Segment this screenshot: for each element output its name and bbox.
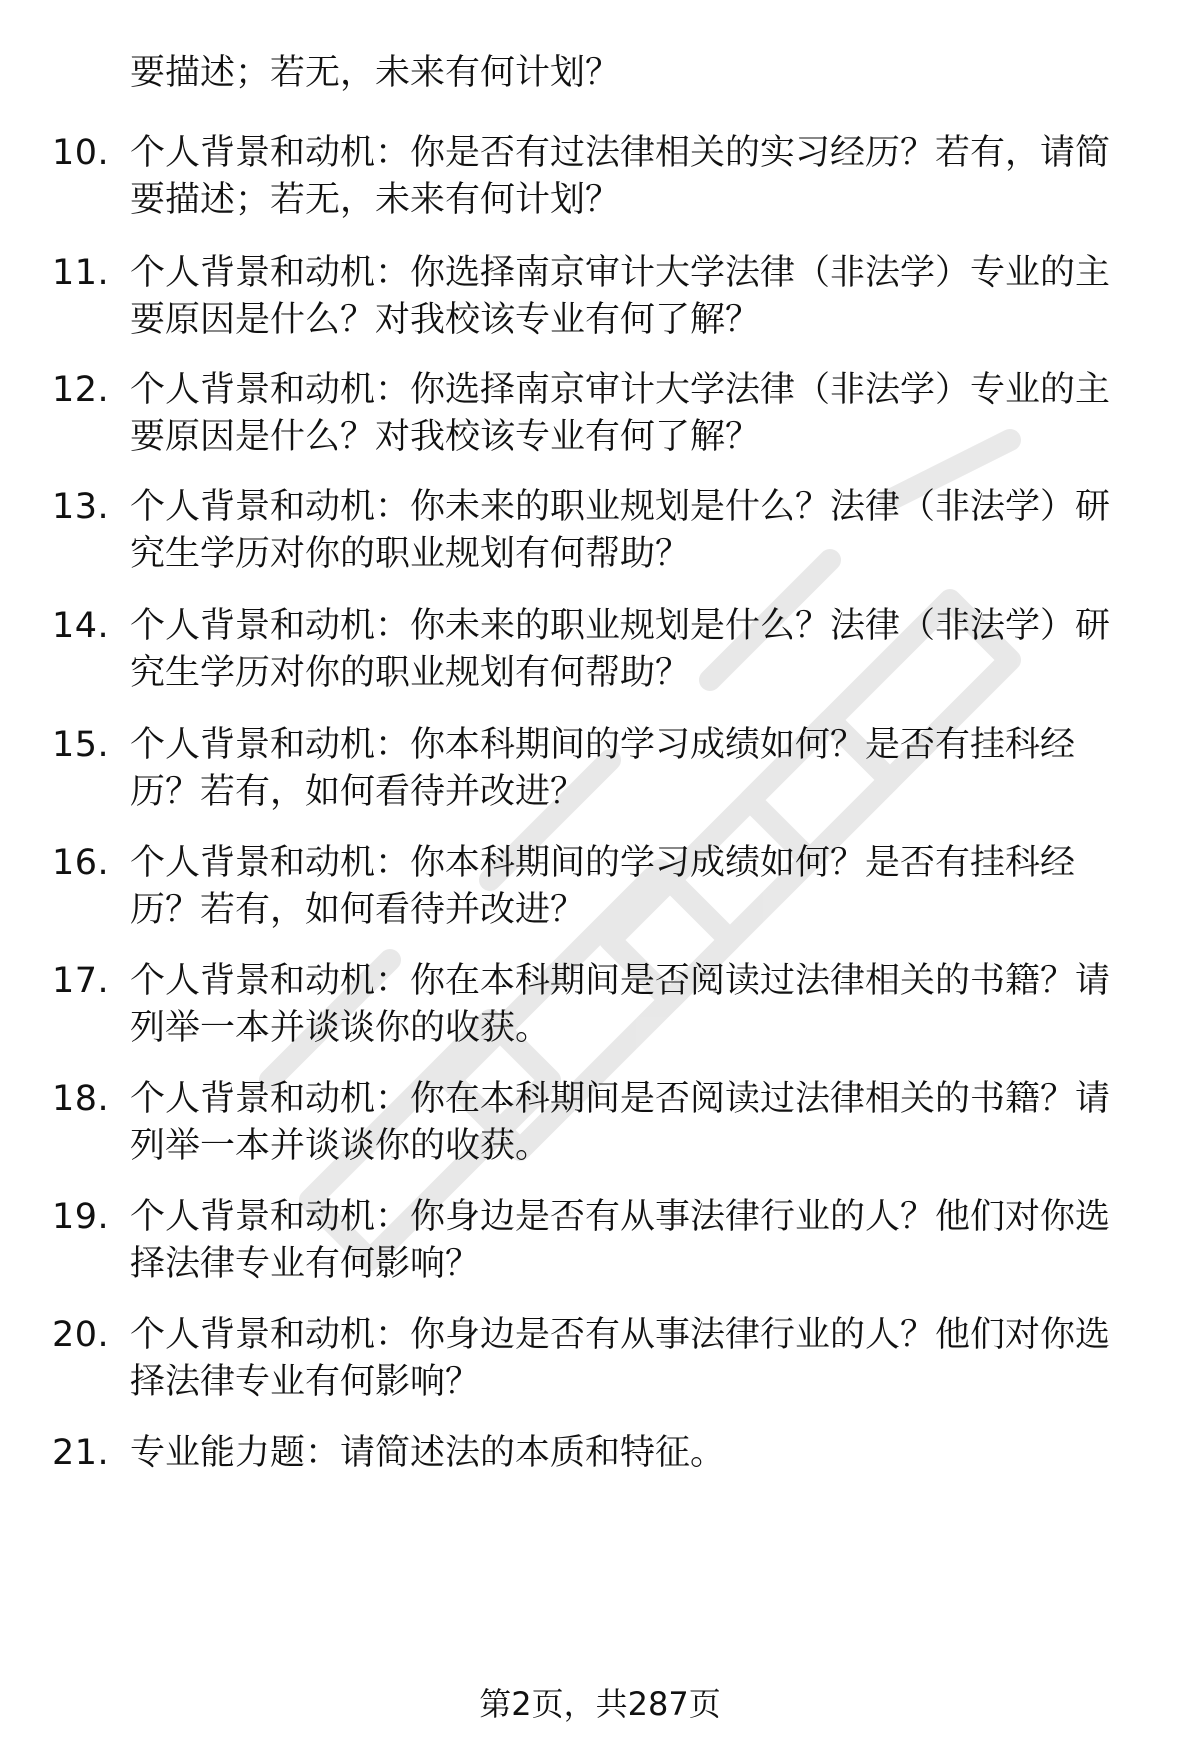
item-line-1: 个人背景和动机：你在本科期间是否阅读过法律相关的书籍？请 xyxy=(130,961,1111,1001)
item-number: 17. xyxy=(52,961,110,1001)
item-number: 15. xyxy=(52,725,110,765)
item-number: 13. xyxy=(52,487,110,527)
item-line-1: 个人背景和动机：你身边是否有从事法律行业的人？他们对你选 xyxy=(130,1197,1111,1237)
item-number: 10. xyxy=(52,133,110,173)
item-line-2: 历？若有，如何看待并改进？ xyxy=(130,890,586,930)
item-line-2: 究生学历对你的职业规划有何帮助？ xyxy=(130,534,691,574)
item-line-2: 历？若有，如何看待并改进？ xyxy=(130,772,586,812)
item-line-1: 个人背景和动机：你本科期间的学习成绩如何？是否有挂科经 xyxy=(130,725,1076,765)
item-line-2: 要描述；若无，未来有何计划？ xyxy=(130,180,621,220)
item-line-2: 究生学历对你的职业规划有何帮助？ xyxy=(130,653,691,693)
item-number: 21. xyxy=(52,1433,110,1473)
item-number: 16. xyxy=(52,843,110,883)
item-line-1: 个人背景和动机：你是否有过法律相关的实习经历？若有，请简 xyxy=(130,133,1111,173)
item-line-1: 个人背景和动机：你在本科期间是否阅读过法律相关的书籍？请 xyxy=(130,1079,1111,1119)
item-number: 14. xyxy=(52,606,110,646)
item-line-1: 专业能力题：请简述法的本质和特征。 xyxy=(130,1433,726,1473)
continuation-line: 要描述；若无，未来有何计划？ xyxy=(130,53,621,93)
item-number: 19. xyxy=(52,1197,110,1237)
item-line-2: 要原因是什么？对我校该专业有何了解？ xyxy=(130,300,761,340)
item-line-2: 择法律专业有何影响？ xyxy=(130,1244,481,1284)
item-line-2: 列举一本并谈谈你的收获。 xyxy=(130,1008,551,1048)
item-line-2: 要原因是什么？对我校该专业有何了解？ xyxy=(130,417,761,457)
item-number: 12. xyxy=(52,370,110,410)
item-line-1: 个人背景和动机：你身边是否有从事法律行业的人？他们对你选 xyxy=(130,1315,1111,1355)
item-line-1: 个人背景和动机：你本科期间的学习成绩如何？是否有挂科经 xyxy=(130,843,1076,883)
item-number: 11. xyxy=(52,253,110,293)
item-line-1: 个人背景和动机：你选择南京审计大学法律（非法学）专业的主 xyxy=(130,253,1111,293)
item-line-1: 个人背景和动机：你未来的职业规划是什么？法律（非法学）研 xyxy=(130,487,1111,527)
item-number: 18. xyxy=(52,1079,110,1119)
item-line-1: 个人背景和动机：你选择南京审计大学法律（非法学）专业的主 xyxy=(130,370,1111,410)
item-line-1: 个人背景和动机：你未来的职业规划是什么？法律（非法学）研 xyxy=(130,606,1111,646)
item-line-2: 列举一本并谈谈你的收获。 xyxy=(130,1126,551,1166)
item-number: 20. xyxy=(52,1315,110,1355)
item-line-2: 择法律专业有何影响？ xyxy=(130,1362,481,1402)
page-number: 第2页，共287页 xyxy=(479,1685,721,1723)
